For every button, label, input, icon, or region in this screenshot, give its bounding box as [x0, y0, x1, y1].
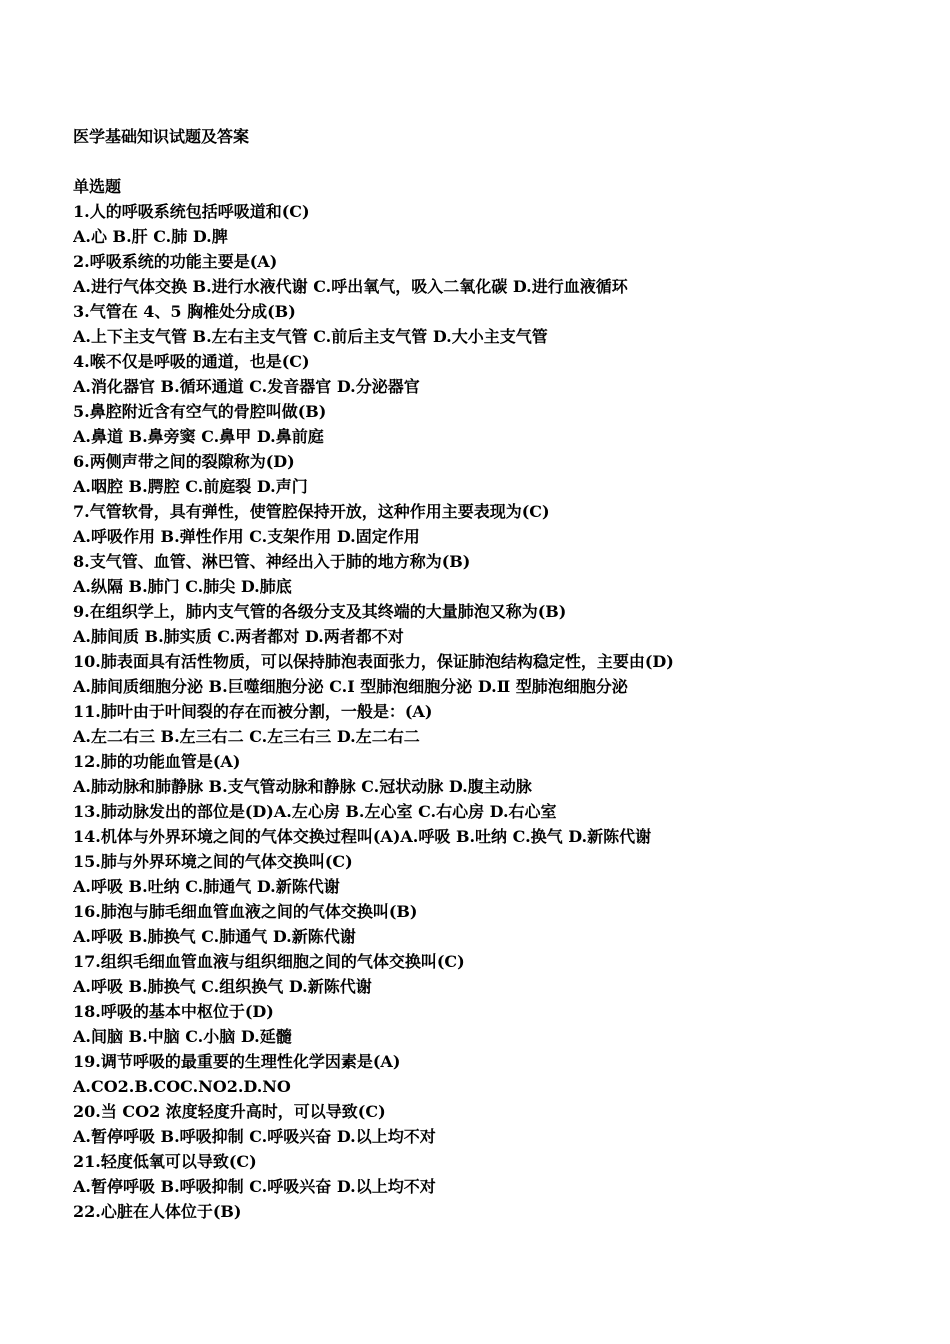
options-line: A.左二右三 B.左三右二 C.左三右三 D.左二右二: [73, 727, 420, 746]
question-line: 15.肺与外界环境之间的气体交换叫(C): [73, 852, 353, 871]
question-line: 18.呼吸的基本中枢位于(D): [73, 1002, 274, 1021]
options-line: A.鼻道 B.鼻旁窦 C.鼻甲 D.鼻前庭: [73, 427, 324, 446]
options-line: A.咽腔 B.腭腔 C.前庭裂 D.声门: [73, 477, 308, 496]
question-line: 7.气管软骨，具有弹性，使管腔保持开放，这种作用主要表现为(C): [73, 502, 550, 521]
options-line: A.暂停呼吸 B.呼吸抑制 C.呼吸兴奋 D.以上均不对: [73, 1177, 436, 1196]
options-line: A.肺间质 B.肺实质 C.两者都对 D.两者都不对: [73, 627, 404, 646]
question-line: 2.呼吸系统的功能主要是(A): [73, 252, 278, 271]
options-line: A.消化器官 B.循环通道 C.发音器官 D.分泌器官: [73, 377, 420, 396]
question-line: 6.两侧声带之间的裂隙称为(D): [73, 452, 295, 471]
options-line: A.呼吸 B.肺换气 C.组织换气 D.新陈代谢: [73, 977, 372, 996]
question-line: 22.心脏在人体位于(B): [73, 1202, 242, 1221]
question-line: 19.调节呼吸的最重要的生理性化学因素是(A): [73, 1052, 401, 1071]
options-line: A.呼吸作用 B.弹性作用 C.支架作用 D.固定作用: [73, 527, 420, 546]
question-line: 4.喉不仅是呼吸的通道，也是(C): [73, 352, 310, 371]
section-heading: 单选题: [73, 177, 122, 196]
options-line: A.呼吸 B.肺换气 C.肺通气 D.新陈代谢: [73, 927, 356, 946]
options-line: A.进行气体交换 B.进行水液代谢 C.呼出氧气，吸入二氧化碳 D.进行血液循环: [73, 277, 628, 296]
question-line: 1.人的呼吸系统包括呼吸道和(C): [73, 202, 310, 221]
options-line: A.肺动脉和肺静脉 B.支气管动脉和静脉 C.冠状动脉 D.腹主动脉: [73, 777, 532, 796]
question-line: 17.组织毛细血管血液与组织细胞之间的气体交换叫(C): [73, 952, 465, 971]
question-line: 11.肺叶由于叶间裂的存在而被分割，一般是：(A): [73, 702, 433, 721]
options-line: A.纵隔 B.肺门 C.肺尖 D.肺底: [73, 577, 292, 596]
options-line: A.暂停呼吸 B.呼吸抑制 C.呼吸兴奋 D.以上均不对: [73, 1127, 436, 1146]
document-title: 医学基础知识试题及答案: [73, 127, 250, 146]
question-line: 3.气管在 4、5 胸椎处分成(B): [73, 302, 296, 321]
question-line: 5.鼻腔附近含有空气的骨腔叫做(B): [73, 402, 327, 421]
question-line: 9.在组织学上，肺内支气管的各级分支及其终端的大量肺泡又称为(B): [73, 602, 567, 621]
question-line: 20.当 CO2 浓度轻度升高时，可以导致(C): [73, 1102, 386, 1121]
options-line: A.肺间质细胞分泌 B.巨噬细胞分泌 C.Ⅰ 型肺泡细胞分泌 D.Ⅱ 型肺泡细胞分泌: [73, 677, 628, 696]
options-line: A.心 B.肝 C.肺 D.脾: [73, 227, 228, 246]
options-line: A.呼吸 B.吐纳 C.肺通气 D.新陈代谢: [73, 877, 340, 896]
question-line: 10.肺表面具有活性物质，可以保持肺泡表面张力，保证肺泡结构稳定性，主要由(D): [73, 652, 674, 671]
document-content: [73, 174, 923, 1224]
question-line: 16.肺泡与肺毛细血管血液之间的气体交换叫(B): [73, 902, 418, 921]
question-line: 12.肺的功能血管是(A): [73, 752, 241, 771]
question-line: 14.机体与外界环境之间的气体交换过程叫(A)A.呼吸 B.吐纳 C.换气 D.新陈代谢: [73, 827, 652, 846]
options-line: A.CO2.B.COC.NO2.D.NO: [73, 1077, 291, 1096]
question-line: 8.支气管、血管、淋巴管、神经出入于肺的地方称为(B): [73, 552, 471, 571]
question-line: 21.轻度低氧可以导致(C): [73, 1152, 257, 1171]
question-line: 13.肺动脉发出的部位是(D)A.左心房 B.左心室 C.右心房 D.右心室: [73, 802, 557, 821]
options-line: A.间脑 B.中脑 C.小脑 D.延髓: [73, 1027, 292, 1046]
options-line: A.上下主支气管 B.左右主支气管 C.前后主支气管 D.大小主支气管: [73, 327, 548, 346]
